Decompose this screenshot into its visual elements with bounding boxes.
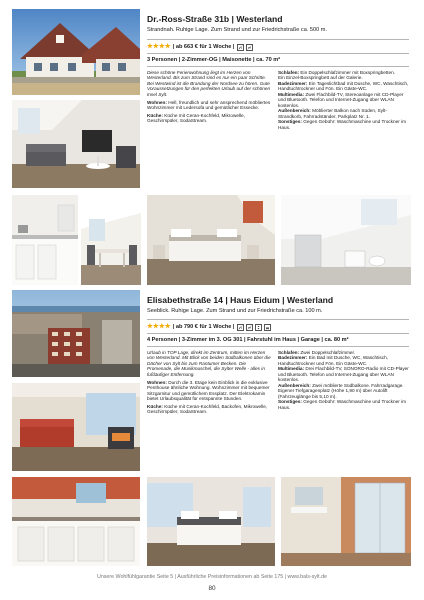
divider <box>147 319 409 320</box>
listing2-intro: Urlaub in TOP Lage, direkt im Zentrum, mitten im Herzen von Westerland. Mit Blick von beiden Südbalkonen über die Dächer von Sylt bis zum Rantumer Becken. Die Promenade, die Musikmuschel, die Sylter Welle - alles in fußläufiger Entfernung. <box>147 350 271 377</box>
label-aussenbereich: Außenbereich: <box>278 382 311 388</box>
no-dogs-icon <box>237 44 244 51</box>
listing2-right-column <box>278 350 410 412</box>
listing2-schlafen: Zwei Doppelschlafzimmer. <box>300 350 356 355</box>
photo-bedroom <box>147 195 275 285</box>
photo-bathroom <box>281 195 411 285</box>
photo-dining-area <box>81 195 141 285</box>
label-aussenbereich: Außenbereich: <box>278 108 311 114</box>
listing2-title: Elisabethstraße 14 | Haus Eidum | Westerland <box>147 295 334 305</box>
listing2-left-column <box>147 350 272 417</box>
listing1-aussenbereich: Möblierter Balkon nach Süden, Sylt-Strandkorb, Fahrradständer, Parkplatz Nr. 1. <box>278 108 387 119</box>
divider <box>147 66 409 67</box>
listing2-subtitle: Seeblick. Ruhige Lage. Zum Strand und zur Friedrichstraße ca. 100 m. <box>147 308 323 314</box>
listing1-intro: Diese schöne Ferienwohnung liegt im Herzen von Westerland. Bis zum Strand sind es nur ein paar Schritte. Bei Westwind ist die Brandung der Nordsee zu hören. Gute Voraussetzungen für den perfekten Urlaub auf der schönen Insel Sylt. <box>147 70 271 97</box>
listing2-multimedia: Drei Flachbild-TV, SONORO-Radio mit CD-Player und Bluetooth. Telefon und Internet-Zugang über WLAN kostenlos. <box>278 366 409 383</box>
photo-house-exterior <box>12 9 140 95</box>
listing2-aussenbereich: Zwei möblierte Südbalkone. Fahrradgarage. Eigener Tiefgaragenplatz (Höhe 1,90 m) über Autolift (Fahrzeuglänge bis 5,10 m). <box>278 382 404 399</box>
divider <box>147 333 409 334</box>
listing2-sonstiges: Gegen Gebühr: Waschmaschine und Trockner im Haus. <box>278 399 407 410</box>
label-wohnen: Wohnen: <box>147 379 167 385</box>
listing1-wohnen: Hell, freundlich und sehr ansprechend möbliertes Wohnzimmer mit Ledersofa und gemütlicher Essecke. <box>147 99 271 111</box>
no-smoking-icon <box>246 324 253 331</box>
rating-stars: ★★★★ <box>147 43 171 50</box>
label-schlafen: Schlafen: <box>278 350 300 355</box>
label-sonstiges: Sonstiges: <box>278 399 302 405</box>
divider <box>147 39 409 40</box>
listing2-price-line <box>147 323 271 331</box>
photo-kitchen-2 <box>12 477 140 566</box>
no-smoking-icon <box>246 44 253 51</box>
listing2-info: 4 Personen | 3-Zimmer im 3. OG 301 | Fahrstuhl im Haus | Garage | ca. 80 m² <box>147 337 349 343</box>
label-multimedia: Multimedia: <box>278 91 305 97</box>
listing1-price-line <box>147 43 253 51</box>
listing1-title: Dr.-Ross-Straße 31b | Westerland <box>147 14 283 24</box>
photo-bedroom-2 <box>147 477 275 566</box>
listing2-price: | ab 790 € für 1 Woche | <box>172 324 235 330</box>
photo-kitchen <box>12 195 78 285</box>
listing1-schlafen: Ein Doppelschlafzimmer mit Boxspringbetten. <box>300 70 395 75</box>
divider <box>147 346 409 347</box>
no-dogs-icon <box>237 324 244 331</box>
rating-stars: ★★★★ <box>147 323 171 330</box>
label-schlafen: Schlafen: <box>278 70 300 75</box>
listing1-kueche: Küche mit Ceran-Kochfeld, Mikrowelle, Geschirrspüler, SodaStream. <box>147 112 245 124</box>
garage-icon <box>264 324 271 331</box>
listing1-subtitle: Strandnah. Ruhige Lage. Zum Strand und zur Friedrichstraße ca. 500 m. <box>147 27 328 33</box>
photo-sea-view <box>12 290 140 377</box>
page-footer: Unsere Wohlfühlgarantie Seite 5 | Ausführliche Preisinformationen ab Seite 175 | www.bals-sylt.de <box>97 574 327 580</box>
listing2-wohnen: Durch die 3. Etage kein Einblick in die exklusive Penthouse ähnliche Wohnung. Wohnzimmer mit bequemer Sitzgarnitur und gemütlichem Essplatz. Der Elektrokamin bietet Urlaubsqualität für entspannte Stunden. <box>147 379 270 402</box>
listing1-right-column <box>278 70 410 132</box>
listing2-kueche: Küche mit Ceran-Kochfeld, Backofen, Mikrowelle, Geschirrspüler, SodaStream. <box>147 403 268 415</box>
listing1-sonstiges: Gegen Gebühr: Waschmaschine und Trockner im Haus. <box>278 119 407 130</box>
listing1-schlafen2: Ein Einzel-Boxspringbett auf der Galerie. <box>278 75 363 81</box>
page-number: 80 <box>208 585 216 592</box>
listing1-info: 3 Personen | 2-Zimmer-OG | Maisonette | ca. 70 m² <box>147 57 281 63</box>
label-wohnen: Wohnen: <box>147 99 167 105</box>
photo-bathroom-2 <box>281 477 411 566</box>
label-multimedia: Multimedia: <box>278 366 305 372</box>
elevator-icon <box>255 324 262 331</box>
divider <box>147 53 409 54</box>
photo-living-room <box>12 100 140 188</box>
listing2-bad: Ein Bad mit Dusche, WC, Waschtisch, Handtuchtrockner und Fön. Ein Gäste-WC. <box>278 355 389 366</box>
listing1-multimedia: Zwei Flachbild-TV, Stereoanlage mit CD-Player und Bluetooth. Telefon und Internet-Zugang über WLAN kostenlos. <box>278 91 404 108</box>
listing1-price: | ab 663 € für 1 Woche | <box>172 44 235 50</box>
label-kueche: Küche: <box>147 403 163 409</box>
label-sonstiges: Sonstiges: <box>278 119 302 125</box>
label-bad: Badezimmer: <box>278 80 308 86</box>
label-bad: Badezimmer: <box>278 355 308 361</box>
listing1-left-column <box>147 70 272 126</box>
listing1-bad: Ein Tageslichtbad mit Dusche, WC, Waschtisch, Handtuchtrockner und Fön. Ein Gäste-WC. <box>278 80 409 92</box>
photo-living-fireplace <box>12 383 140 471</box>
label-kueche: Küche: <box>147 112 163 118</box>
